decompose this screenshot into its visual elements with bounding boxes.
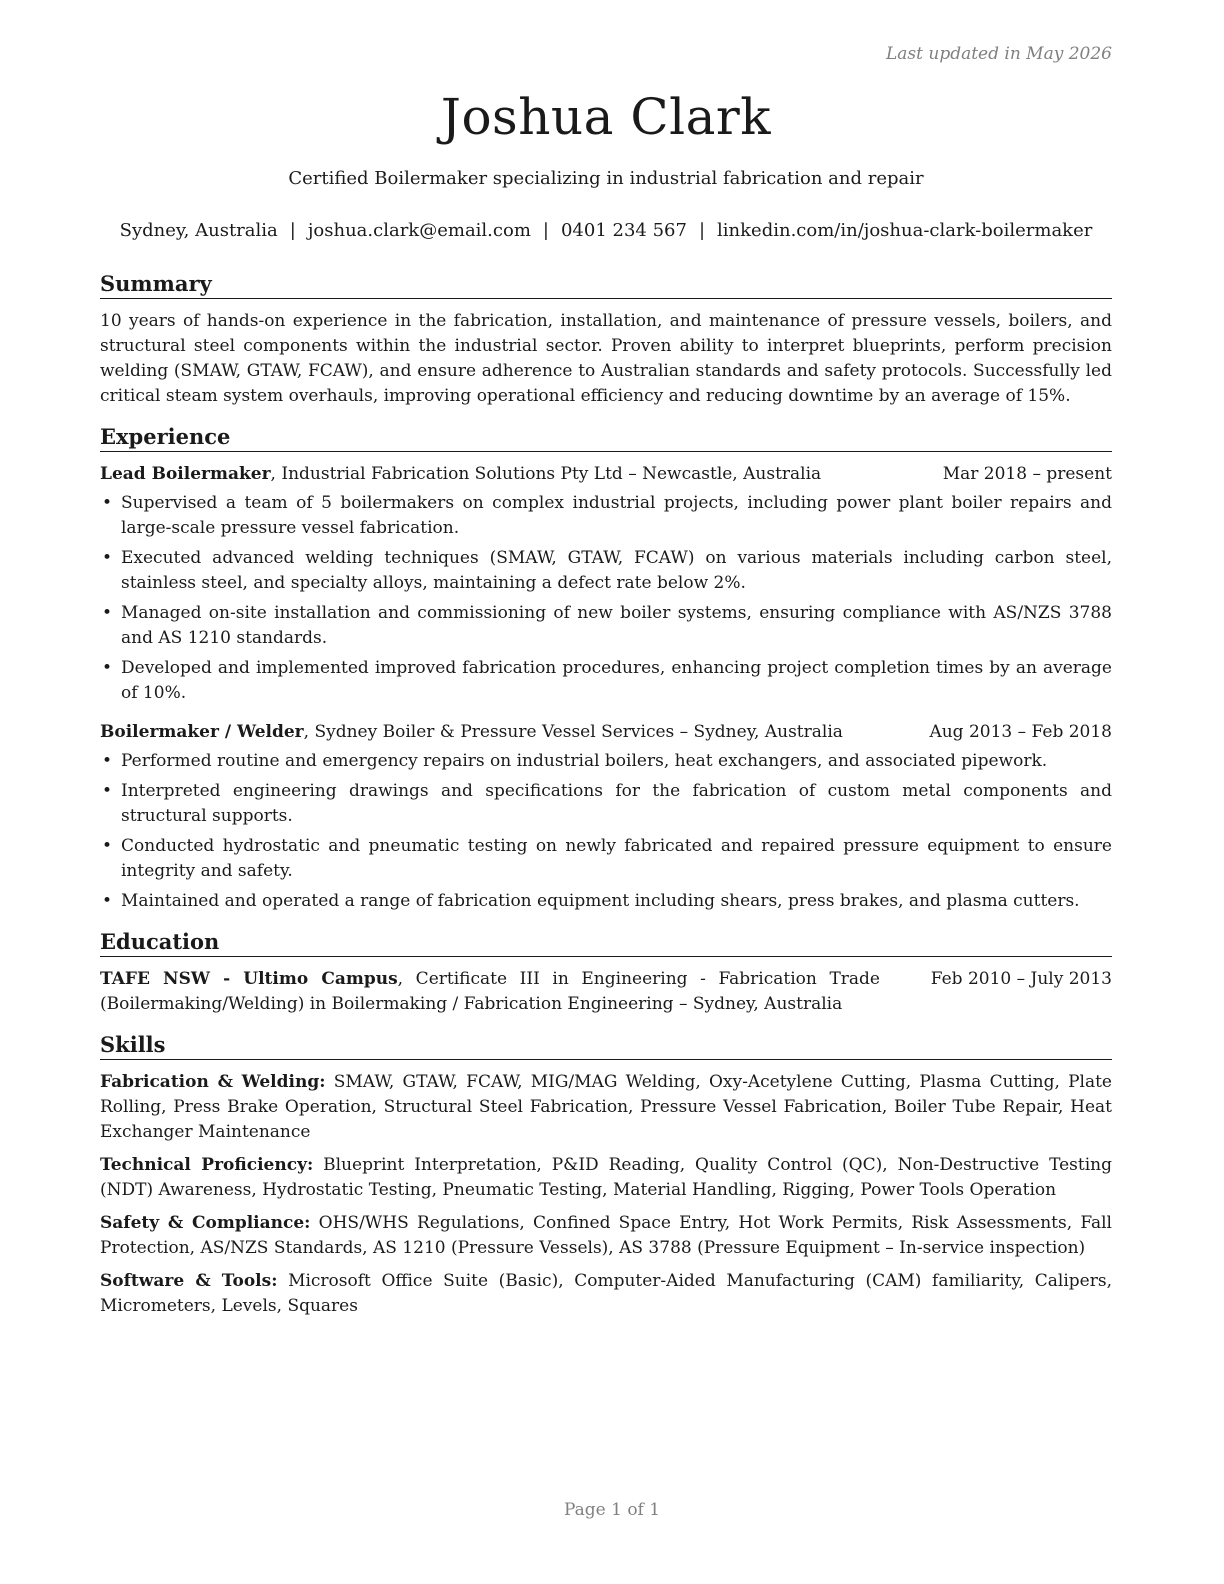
list-item (100, 656, 1112, 706)
list-item (100, 779, 1112, 829)
resume-page (100, 0, 1112, 1584)
bullet-glyph: • (102, 891, 113, 911)
job-bullets (100, 491, 1112, 706)
bullet-glyph: • (102, 548, 113, 568)
skill-label: Technical Proficiency: (100, 1155, 314, 1175)
education-program: , Certificate III in Engineering - Fabrication Trade (Boilermaking/Welding) in Boilermaking / Fabrication Engineering – Sydney, Australia (100, 969, 880, 1014)
bullet-glyph: • (102, 658, 113, 678)
skill-label: Safety & Compliance: (100, 1213, 311, 1233)
education-institution: TAFE NSW - Ultimo Campus (100, 969, 398, 989)
bullet-text: Performed routine and emergency repairs on industrial boilers, heat exchangers, and associated pipework. (121, 751, 1048, 771)
skill-group (100, 1153, 1112, 1203)
skill-list: Microsoft Office Suite (Basic), Computer-Aided Manufacturing (CAM) familiarity, Calipers, Micrometers, Levels, Squares (100, 1271, 1112, 1316)
bullet-text: Interpreted engineering drawings and specifications for the fabrication of custom metal components and structural supports. (121, 781, 1112, 826)
job-role: Boilermaker / Welder (100, 722, 304, 742)
job-dates: Aug 2013 – Feb 2018 (929, 722, 1112, 742)
summary-section (100, 270, 1112, 409)
resume-content (100, 270, 1112, 1333)
bullet-text: Conducted hydrostatic and pneumatic testing on newly fabricated and repaired pressure equipment to ensure integrity and safety. (121, 836, 1112, 881)
skill-group (100, 1070, 1112, 1145)
experience-heading: Experience (100, 423, 1112, 452)
list-item (100, 601, 1112, 651)
job-title-line (100, 720, 909, 745)
job-header (100, 720, 1112, 745)
job-entry (100, 462, 1112, 706)
bullet-text: Developed and implemented improved fabrication procedures, enhancing project completion times by an average of 10%. (121, 658, 1112, 703)
job-company: , Sydney Boiler & Pressure Vessel Services – Sydney, Australia (303, 722, 843, 742)
job-dates: Mar 2018 – present (942, 464, 1112, 484)
bullet-text: Maintained and operated a range of fabrication equipment including shears, press brakes, and plasma cutters. (121, 891, 1080, 911)
skills-heading: Skills (100, 1031, 1112, 1060)
job-role: Lead Boilermaker (100, 464, 271, 484)
last-updated: Last updated in May 2026 (885, 44, 1112, 64)
experience-section (100, 423, 1112, 914)
bullet-glyph: • (102, 751, 113, 771)
skill-list: OHS/WHS Regulations, Confined Space Entry, Hot Work Permits, Risk Assessments, Fall Protection, AS/NZS Standards, AS 1210 (Pressure Vessels), AS 3788 (Pressure Equipment – In-service inspection) (100, 1213, 1112, 1258)
page-number: Page 1 of 1 (563, 1500, 661, 1520)
list-item (100, 889, 1112, 914)
skill-list: SMAW, GTAW, FCAW, MIG/MAG Welding, Oxy-Acetylene Cutting, Plasma Cutting, Plate Rolling, Press Brake Operation, Structural Steel Fabrication, Pressure Vessel Fabrication, Boiler Tube Repair, Heat Exchanger Maintenance (100, 1072, 1112, 1142)
job-entry (100, 720, 1112, 914)
list-item (100, 546, 1112, 596)
list-item (100, 834, 1112, 884)
candidate-name: Joshua Clark (440, 88, 772, 146)
contact-linkedin[interactable]: linkedin.com/in/joshua-clark-boilermaker (717, 220, 1093, 241)
tagline: Certified Boilermaker specializing in industrial fabrication and repair (288, 168, 924, 189)
job-header (100, 462, 1112, 487)
skill-label: Software & Tools: (100, 1271, 278, 1291)
skill-label: Fabrication & Welding: (100, 1072, 326, 1092)
bullet-text: Managed on-site installation and commissioning of new boiler systems, ensuring compliance with AS/NZS 3788 and AS 1210 standards. (121, 603, 1112, 648)
contact-phone: 0401 234 567 (560, 220, 687, 241)
bullet-text: Executed advanced welding techniques (SMAW, GTAW, FCAW) on various materials including carbon steel, stainless steel, and specialty alloys, maintaining a defect rate below 2%. (121, 548, 1112, 593)
bullet-glyph: • (102, 836, 113, 856)
bullet-glyph: • (102, 603, 113, 623)
education-heading: Education (100, 928, 1112, 957)
contact-location: Sydney, Australia (119, 220, 278, 241)
contact-email[interactable]: joshua.clark@email.com (307, 220, 531, 241)
list-item (100, 491, 1112, 541)
skills-section (100, 1031, 1112, 1319)
education-section (100, 928, 1112, 1017)
summary-heading: Summary (100, 270, 1112, 299)
job-company: , Industrial Fabrication Solutions Pty Ltd – Newcastle, Australia (270, 464, 822, 484)
list-item (100, 749, 1112, 774)
skill-list: Blueprint Interpretation, P&ID Reading, Quality Control (QC), Non-Destructive Testing (NDT) Awareness, Hydrostatic Testing, Pneumatic Testing, Material Handling, Rigging, Power Tools Operation (100, 1155, 1112, 1200)
job-title-line (100, 462, 923, 487)
bullet-glyph: • (102, 493, 113, 513)
contact-line (100, 219, 1112, 243)
bullet-glyph: • (102, 781, 113, 801)
education-dates: Feb 2010 – July 2013 (930, 969, 1112, 989)
education-details (100, 967, 880, 1017)
contact-separator: | (542, 220, 549, 241)
contact-separator: | (289, 220, 296, 241)
education-entry (100, 967, 1112, 1017)
summary-text: 10 years of hands-on experience in the fabrication, installation, and maintenance of pressure vessels, boilers, and structural steel components within the industrial sector. Proven ability to interpret blueprints, perform precision welding (SMAW, GTAW, FCAW), and ensure adherence to Australian standards and safety protocols. Successfully led critical steam system overhauls, improving operational efficiency and reducing downtime by an average of 15%. (100, 311, 1112, 406)
job-bullets (100, 749, 1112, 914)
skill-group (100, 1269, 1112, 1319)
skill-group (100, 1211, 1112, 1261)
bullet-text: Supervised a team of 5 boilermakers on complex industrial projects, including power plant boiler repairs and large-scale pressure vessel fabrication. (121, 493, 1112, 538)
contact-separator: | (698, 220, 706, 241)
